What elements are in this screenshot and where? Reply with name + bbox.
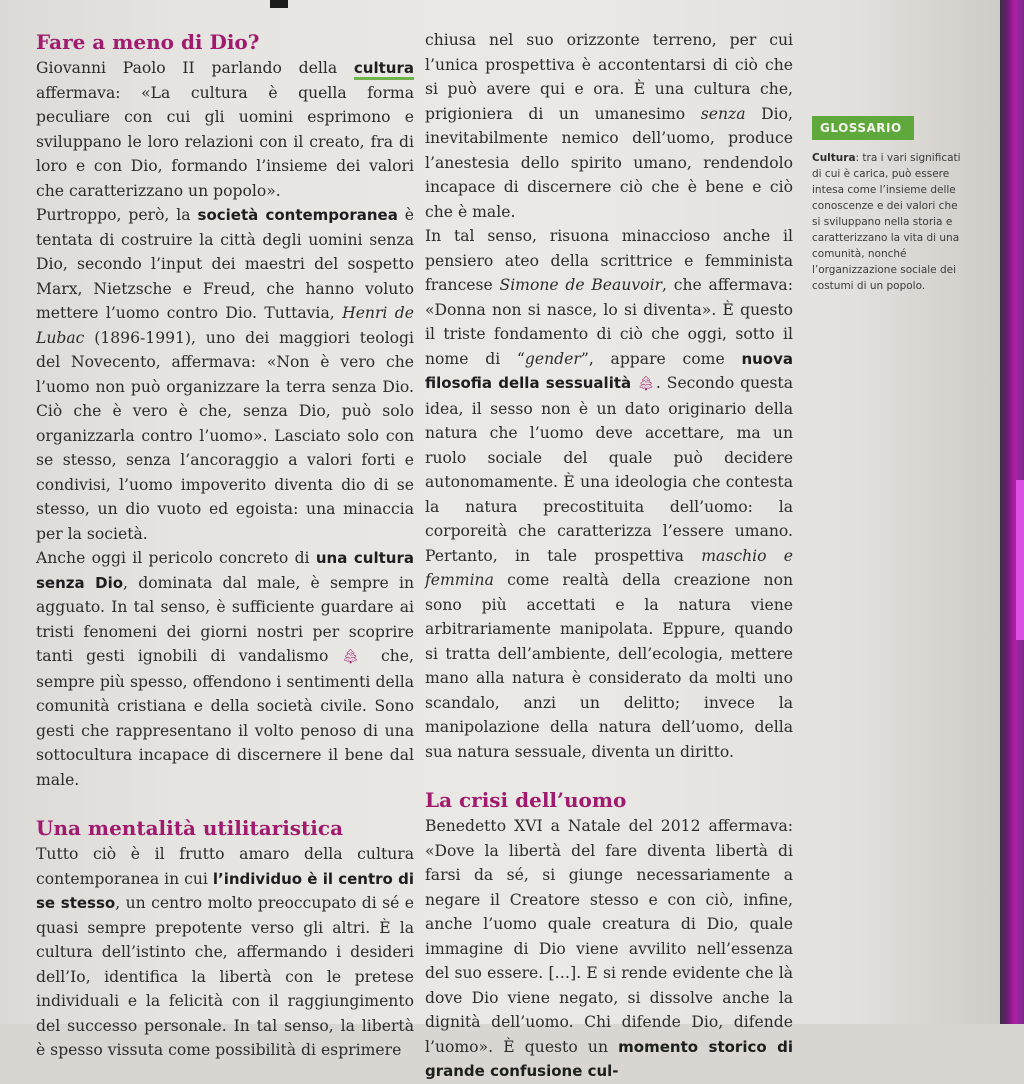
paragraph: Giovanni Paolo II parlando della cultura affermava: «La cultura è quella forma peculiare con cui gli uomini esprimono e sviluppano le loro relazioni con il creato, fra di loro e con Dio, formando l’insieme dei valori che caratterizzano un popolo».: [36, 59, 414, 200]
left-column: [36, 28, 414, 1063]
paragraph: Tutto ciò è il frutto amaro della cultura contemporanea in cui l’individuo è il centro di se stesso, un centro molto preoccupato di sé e quasi sempre prepotente verso gli altri. È la cultura dell’istinto che, affermando i desideri dell’Io, identifica la libertà con le pretese individuali e la felicità con il raggiungimento del successo personale. In tal senso, la libertà è spesso vissuta come possibilità di esprimere: [36, 845, 414, 1059]
glossary-definition: : tra i vari significati di cui è carica, può essere intesa come l’insieme delle conoscenze e dei valori che si sviluppano nella storia e caratterizzano la vita di una comunità, nonché l’organizzazione sociale dei costumi di un popolo.: [812, 152, 961, 292]
paragraph: In tal senso, risuona minaccioso anche il pensiero ateo della scrittrice e femminista francese Simone de Beauvoir, che affermava: «Donna non si nasce, lo si diventa». È questo il triste fondamento di ciò che oggi, sotto il nome di “gender”, appare come nuova filosofia della sessualità 🌲︎. Secondo questa idea, il sesso non è un dato originario della natura che l’uomo deve accettare, ma un ruolo sociale del quale può decidere autonomamente. È una ideologia che contesta la natura precostituita dell’uomo: la corporeità che caratterizza l’essere umano. Pertanto, in tale prospettiva maschio e femmina come realtà della creazione non sono più accettati e la natura viene arbitrariamente manipolata. Eppure, quando si tratta dell’ambiente, dell’ecologia, mettere mano alla natura è considerato da molti uno scandalo, anzi un delitto; invece la manipolazione della natura dell’uomo, della sua natura sessuale, diventa un diritto.: [425, 227, 793, 761]
glossary-text: [812, 150, 968, 294]
heading-mentalita-utilitaristica: Una mentalità utilitaristica: [36, 816, 344, 840]
keyword-cultura[interactable]: cultura: [354, 59, 414, 80]
heading-fare-a-meno-di-dio: Fare a meno di Dio?: [36, 30, 260, 54]
middle-column: [425, 28, 793, 1084]
tree-icon[interactable]: 🌲︎: [637, 376, 656, 392]
heading-crisi-dell-uomo: La crisi dell’uomo: [425, 788, 627, 812]
top-mark: [270, 0, 288, 8]
glossary-box: [812, 116, 968, 294]
paragraph: Anche oggi il pericolo concreto di una cultura senza Dio, dominata dal male, è sempre in agguato. In tal senso, è sufficiente guardare ai tristi fenomeni dei giorni nostri per scoprire tanti gesti ignobili di vandalismo 🌲︎ che, sempre più spesso, offendono i sentimenti della comunità cristiana e della società civile. Sono gesti che rappresentano il volto penoso di una sottocultura incapace di discernere il bene dal male.: [36, 549, 414, 789]
spine-strip: [1016, 480, 1024, 640]
paragraph: Benedetto XVI a Natale del 2012 affermava: «Dove la libertà del fare diventa libertà di farsi da sé, si giunge necessariamente a negare il Creatore stesso e con ciò, infine, anche l’uomo quale creatura di Dio, quale immagine di Dio viene avvilito nell’essenza del suo essere. […]. E si rende evidente che là dove Dio viene negato, si dissolve anche la dignità dell’uomo. Chi difende Dio, difende l’uomo». È questo un momento storico di grande confusione cul-: [425, 817, 793, 1080]
glossary-tag: GLOSSARIO: [812, 116, 914, 140]
tree-icon[interactable]: 🌲︎: [341, 649, 368, 665]
paragraph: Purtroppo, però, la società contemporanea è tentata di costruire la città degli uomini senza Dio, secondo l’input dei maestri del sospetto Marx, Nietzsche e Freud, che hanno voluto mettere l’uomo contro Dio. Tuttavia, Henri de Lubac (1896-1991), uno dei maggiori teologi del Novecento, affermava: «Non è vero che l’uomo non può organizzare la terra senza Dio. Ciò che è vero è che, senza Dio, può solo organizzarla contro l’uomo». Lasciato solo con se stesso, senza l’ancoraggio a valori forti e condivisi, l’uomo impoverito diventa dio di se stesso, un dio vuoto ed egoista: una minaccia per la società.: [36, 206, 415, 543]
paragraph: chiusa nel suo orizzonte terreno, per cui l’unica prospettiva è accontentarsi di ciò che si può avere qui e ora. È una cultura che, prigioniera di un umanesimo senza Dio, inevitabilmente nemico dell’uomo, produce l’anestesia dello spirito umano, rendendolo incapace di discernere ciò che è bene e ciò che è male.: [425, 31, 793, 221]
glossary-term: Cultura: [812, 152, 856, 164]
